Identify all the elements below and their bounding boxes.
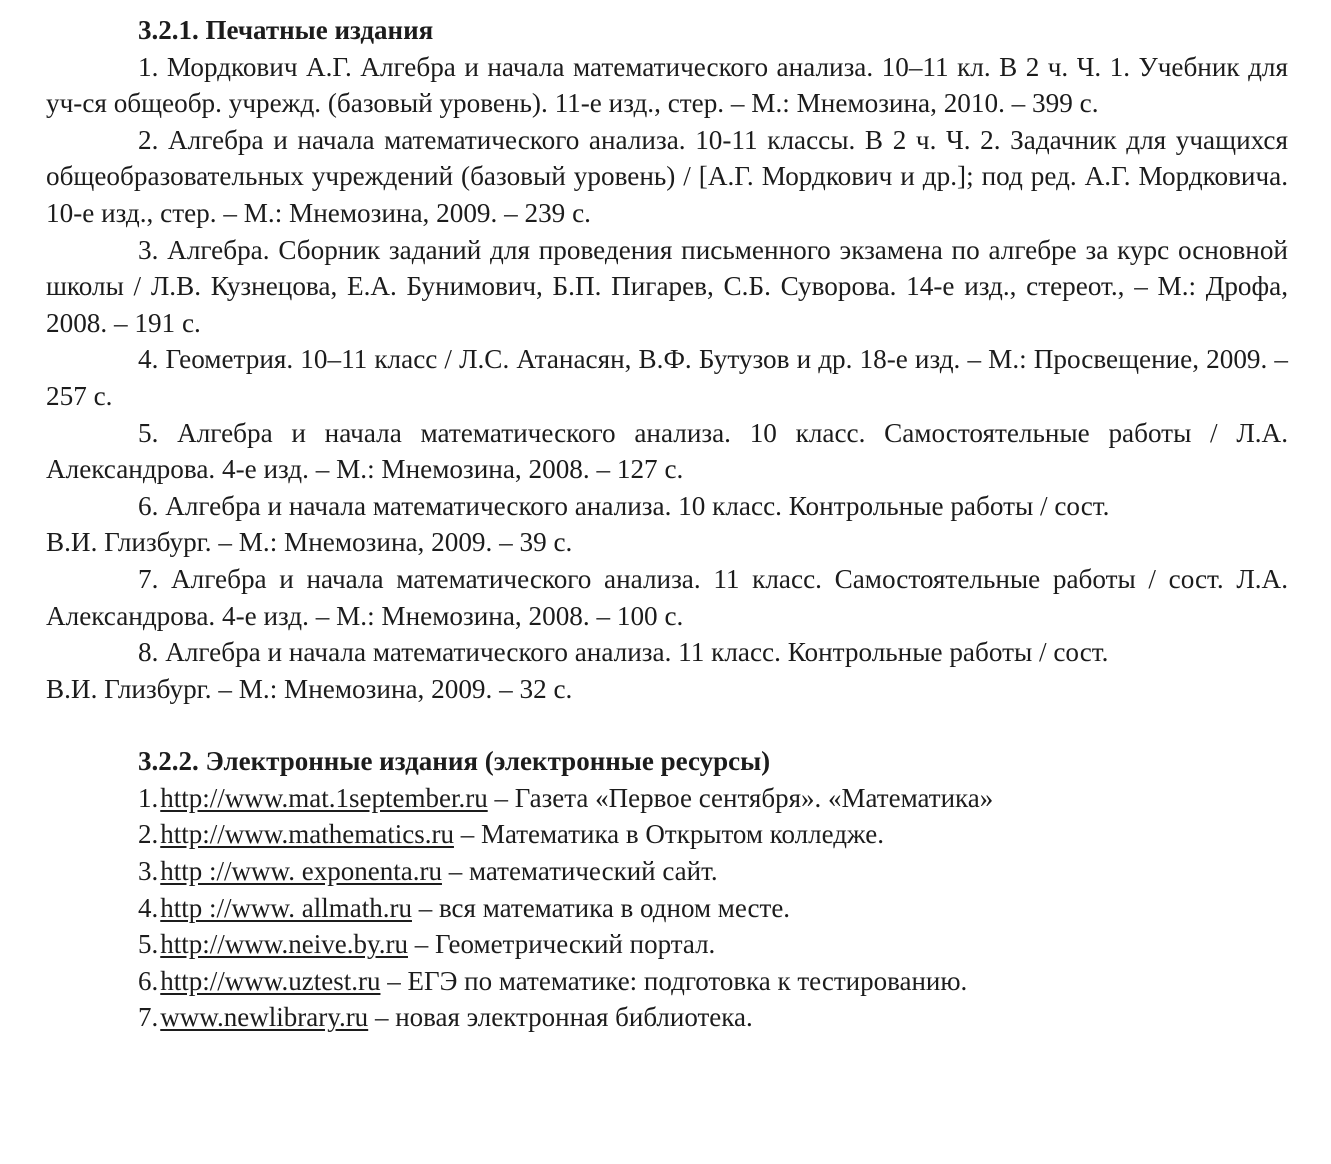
resource-description: – Геометрический портал.	[407, 929, 716, 960]
resource-link-5[interactable]: http://www.neive.by.ru	[160, 929, 408, 960]
resource-item-2	[138, 816, 1288, 853]
printed-item-5: 5. Алгебра и начала математического анализа. 10 класс. Самостоятельные работы / Л.А. Александрова. 4-е изд. – М.: Мнемозина, 2008. – 127 с.	[46, 417, 1288, 485]
resource-description: – новая электронная библиотека.	[368, 1002, 753, 1033]
resource-link-7[interactable]: www.newlibrary.ru	[160, 1002, 369, 1033]
resource-item-1	[138, 780, 1288, 817]
printed-item-8-continuation: В.И. Глизбург. – М.: Мнемозина, 2009. – 32 с.	[46, 673, 573, 704]
resource-number: 4.	[138, 892, 159, 923]
resource-item-3	[138, 853, 1288, 890]
resource-description: – Газета «Первое сентября». «Математика»	[487, 782, 994, 813]
printed-item-6-continuation: В.И. Глизбург. – М.: Мнемозина, 2009. – 39 с.	[46, 527, 573, 558]
resource-description: – ЕГЭ по математике: подготовка к тестированию.	[380, 965, 968, 996]
printed-item-6: 6. Алгебра и начала математического анализа. 10 класс. Контрольные работы / сост.	[138, 490, 1110, 521]
resource-number: 5.	[138, 929, 159, 960]
electronic-resources-list	[46, 780, 1288, 1036]
section-heading-electronic: 3.2.2. Электронные издания (электронные ресурсы)	[138, 746, 771, 777]
resource-link-6[interactable]: http://www.uztest.ru	[160, 965, 381, 996]
printed-item-3: 3. Алгебра. Сборник заданий для проведения письменного экзамена по алгебре за курс основной школы / Л.В. Кузнецова, Е.А. Бунимович, Б.П. Пигарев, С.Б. Суворова. 14-е изд., стереот., – М.: Дрофа, 2008. – 191 с.	[46, 234, 1288, 338]
resource-number: 7.	[138, 1002, 159, 1033]
resource-number: 3.	[138, 856, 159, 887]
resource-description: – вся математика в одном месте.	[411, 892, 791, 923]
printed-item-1: 1. Мордкович А.Г. Алгебра и начала математического анализа. 10–11 кл. В 2 ч. Ч. 1. Учебник для уч-ся общеобр. учрежд. (базовый уровень). 11-е изд., стер. – М.: Мнемозина, 2010. – 399 с.	[46, 51, 1288, 119]
resource-link-3[interactable]: http ://www. exponenta.ru	[160, 856, 442, 887]
resource-link-2[interactable]: http://www.mathematics.ru	[160, 819, 454, 850]
resource-description: – Математика в Открытом колледже.	[453, 819, 884, 850]
resource-item-5	[138, 926, 1288, 963]
resource-description: – математический сайт.	[441, 856, 718, 887]
printed-item-4: 4. Геометрия. 10–11 класс / Л.С. Атанасян, В.Ф. Бутузов и др. 18-е изд. – М.: Просвещение, 2009. – 257 с.	[46, 344, 1288, 411]
printed-item-8: 8. Алгебра и начала математического анализа. 11 класс. Контрольные работы / сост.	[138, 637, 1109, 668]
resource-number: 2.	[138, 819, 159, 850]
resource-item-7	[138, 999, 1288, 1036]
printed-item-2: 2. Алгебра и начала математического анализа. 10-11 классы. В 2 ч. Ч. 2. Задачник для учащихся общеобразовательных учреждений (базовый уровень) / [А.Г. Мордкович и др.]; под ред. А.Г. Мордковича. 10-е изд., стер. – М.: Мнемозина, 2009. – 239 с.	[46, 124, 1288, 228]
resource-item-6	[138, 963, 1288, 1000]
printed-item-7: 7. Алгебра и начала математического анализа. 11 класс. Самостоятельные работы / сост. Л.А. Александрова. 4-е изд. – М.: Мнемозина, 2008. – 100 с.	[46, 563, 1288, 631]
resource-link-1[interactable]: http://www.mat.1september.ru	[160, 782, 488, 813]
section-heading-printed: 3.2.1. Печатные издания	[138, 15, 434, 45]
resource-number: 1.	[138, 782, 159, 813]
resource-link-4[interactable]: http ://www. allmath.ru	[160, 892, 412, 923]
resource-item-4	[138, 890, 1288, 927]
section-spacer	[46, 707, 1288, 743]
document-page	[46, 12, 1288, 1036]
resource-number: 6.	[138, 965, 159, 996]
